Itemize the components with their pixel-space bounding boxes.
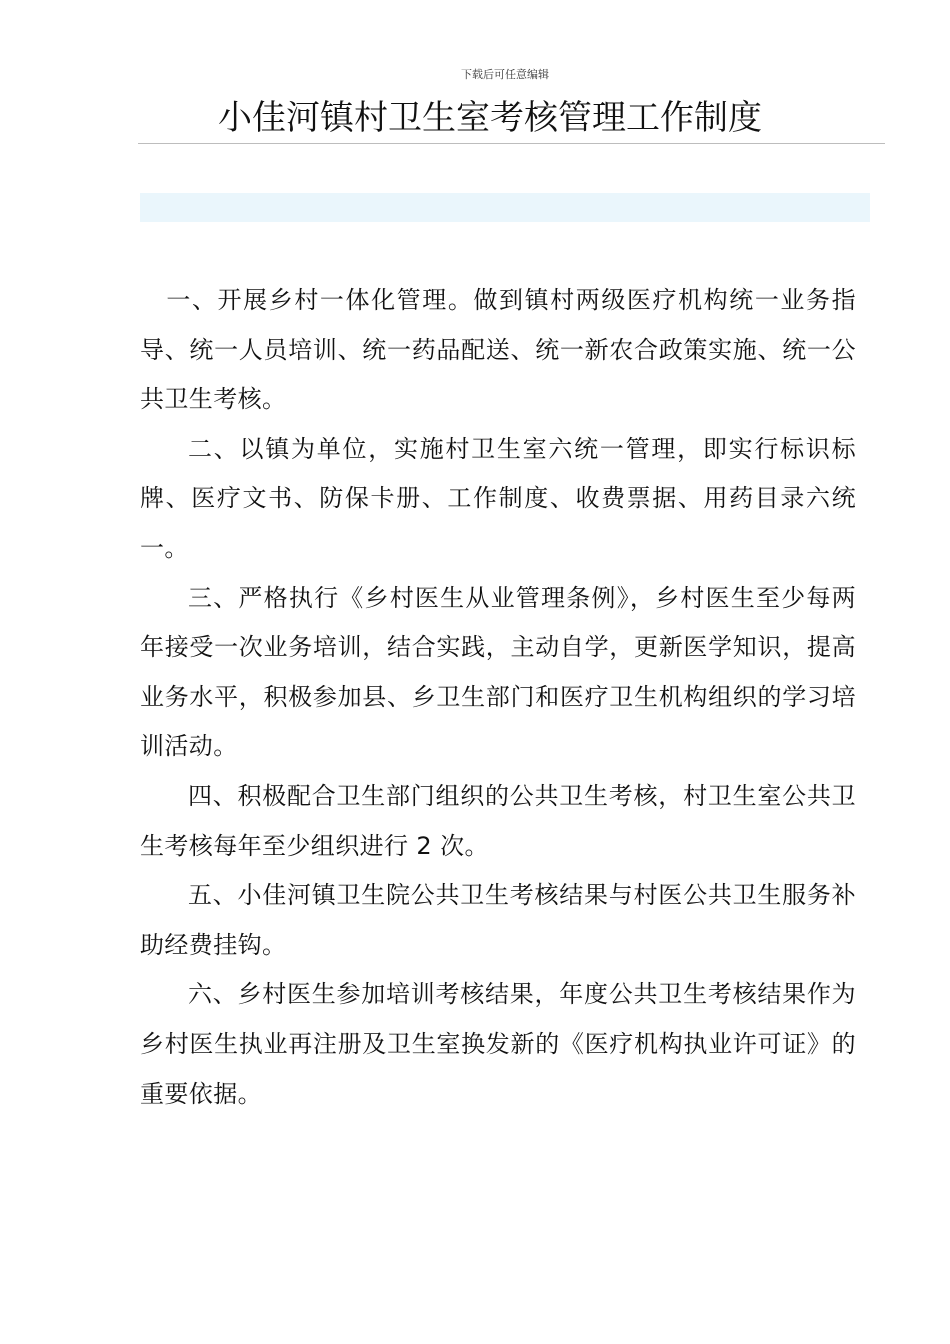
paragraph-2: 二、以镇为单位，实施村卫生室六统一管理，即实行标识标牌、医疗文书、防保卡册、工作制度、收费票据、用药目录六统一。	[140, 434, 856, 562]
title-divider	[138, 143, 885, 144]
paragraph-5: 五、小佳河镇卫生院公共卫生考核结果与村医公共卫生服务补助经费挂钩。	[140, 881, 856, 959]
document-title: 小佳河镇村卫生室考核管理工作制度	[218, 98, 762, 138]
paragraph-1: 一、开展乡村一体化管理。做到镇村两级医疗机构统一业务指导、统一人员培训、统一药品配送、统一新农合政策实施、统一公共卫生考核。	[140, 286, 856, 414]
paragraph-6: 六、乡村医生参加培训考核结果，年度公共卫生考核结果作为乡村医生执业再注册及卫生室换发新的《医疗机构执业许可证》的重要依据。	[140, 980, 856, 1108]
document-body	[140, 276, 856, 1119]
header-note: 下载后可任意编辑	[461, 68, 549, 81]
shaded-band	[140, 193, 870, 222]
paragraph-4: 四、积极配合卫生部门组织的公共卫生考核，村卫生室公共卫生考核每年至少组织进行 2 次。	[140, 781, 856, 860]
paragraph-3: 三、严格执行《乡村医生从业管理条例》，乡村医生至少每两年接受一次业务培训，结合实践，主动自学，更新医学知识，提高业务水平，积极参加县、乡卫生部门和医疗卫生机构组织的学习培训活动。	[140, 583, 856, 761]
